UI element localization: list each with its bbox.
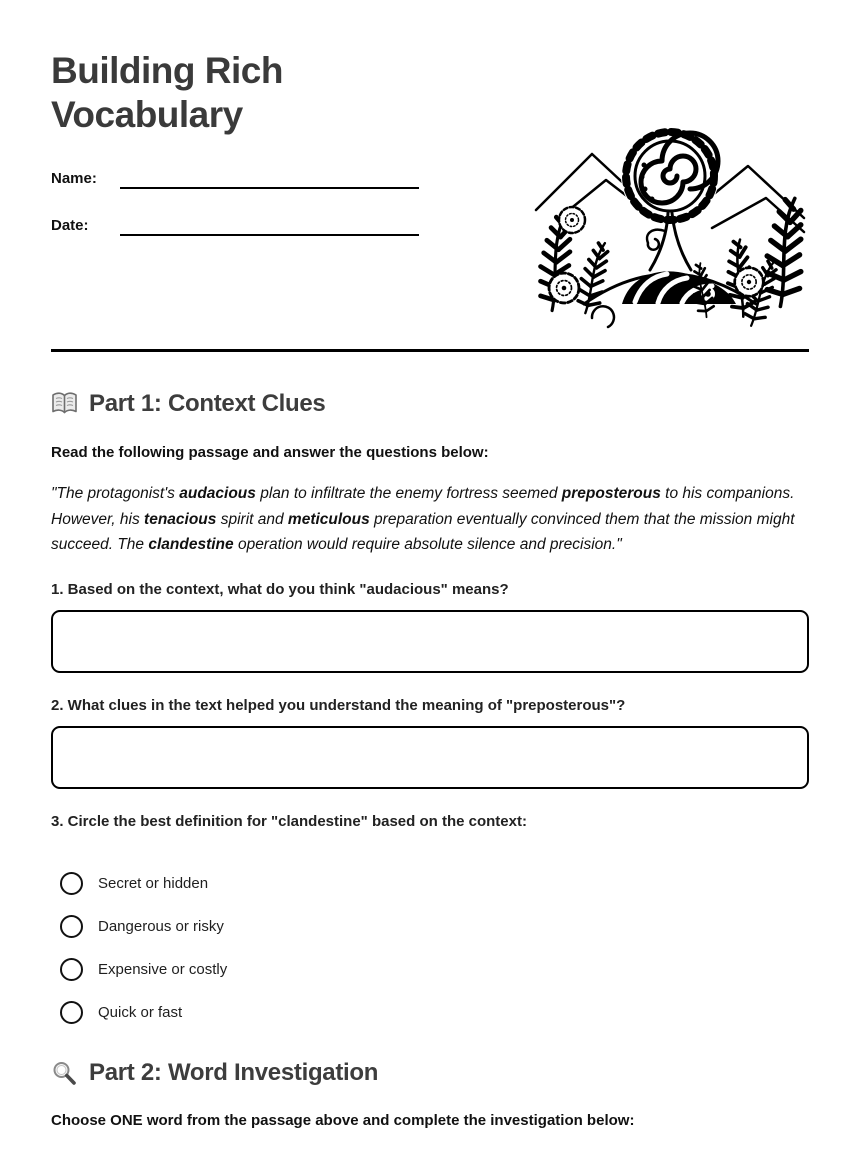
question-1-label: 1. Based on the context, what do you think "audacious" means? [51, 580, 509, 598]
name-input[interactable] [120, 165, 419, 189]
question-3-label: 3. Circle the best definition for "clandestine" based on the context: [51, 812, 527, 830]
option-expensive-or-costly[interactable] [51, 958, 809, 982]
vocab-word-meticulous: meticulous [287, 510, 370, 528]
option-quick-or-fast[interactable] [51, 1001, 809, 1025]
passage-text: plan to infiltrate the enemy fortress seemed [255, 485, 562, 502]
open-book-icon [51, 391, 78, 417]
header [51, 0, 809, 349]
option-dangerous-or-risky[interactable] [51, 915, 809, 939]
passage-text: preparation eventually convinced them that the mission might succeed. The [51, 510, 795, 553]
name-label: Name: [51, 170, 97, 187]
question-2-label: 2. What clues in the text helped you understand the meaning of "preposterous"? [51, 696, 626, 714]
radio-button[interactable] [60, 1001, 83, 1024]
date-label: Date: [51, 217, 89, 234]
passage-text: spirit and [216, 510, 288, 528]
option-label: Secret or hidden [98, 875, 209, 892]
name-field-row [51, 165, 419, 189]
part1-instruction: Read the following passage and answer the questions below: [51, 444, 489, 461]
koru-illustration [532, 118, 808, 332]
option-secret-or-hidden[interactable] [51, 872, 809, 896]
date-field-row [51, 212, 419, 236]
part2-heading [51, 1058, 809, 1088]
date-input[interactable] [120, 212, 419, 236]
part1-heading [51, 389, 809, 419]
passage-text: "The protagonist's [51, 485, 180, 502]
option-label: Expensive or costly [98, 961, 228, 978]
radio-button[interactable] [60, 872, 83, 895]
part1-heading-text: Part 1: Context Clues [89, 390, 326, 417]
vocab-word-clandestine: clandestine [148, 536, 234, 553]
option-label: Quick or fast [98, 1004, 183, 1021]
part2-instruction: Choose ONE word from the passage above and complete the investigation below: [51, 1111, 635, 1129]
passage-text: operation would require absolute silence and precision." [233, 536, 622, 553]
page-title: Building Rich Vocabulary [51, 50, 283, 135]
vocab-word-preposterous: preposterous [561, 485, 661, 502]
radio-button[interactable] [60, 915, 83, 938]
question-3-options [51, 872, 809, 1025]
question-2-answer-box[interactable] [51, 726, 809, 789]
radio-button[interactable] [60, 958, 83, 981]
part2-heading-text: Part 2: Word Investigation [89, 1058, 379, 1086]
passage-text: to his companions. However, his [51, 485, 795, 528]
question-1-answer-box[interactable] [51, 610, 809, 673]
vocab-word-audacious: audacious [179, 485, 256, 502]
option-label: Dangerous or risky [98, 918, 224, 935]
reading-passage [51, 481, 809, 558]
vocab-word-tenacious: tenacious [144, 510, 217, 528]
magnifying-glass-icon [51, 1060, 78, 1086]
section-divider [51, 349, 809, 352]
